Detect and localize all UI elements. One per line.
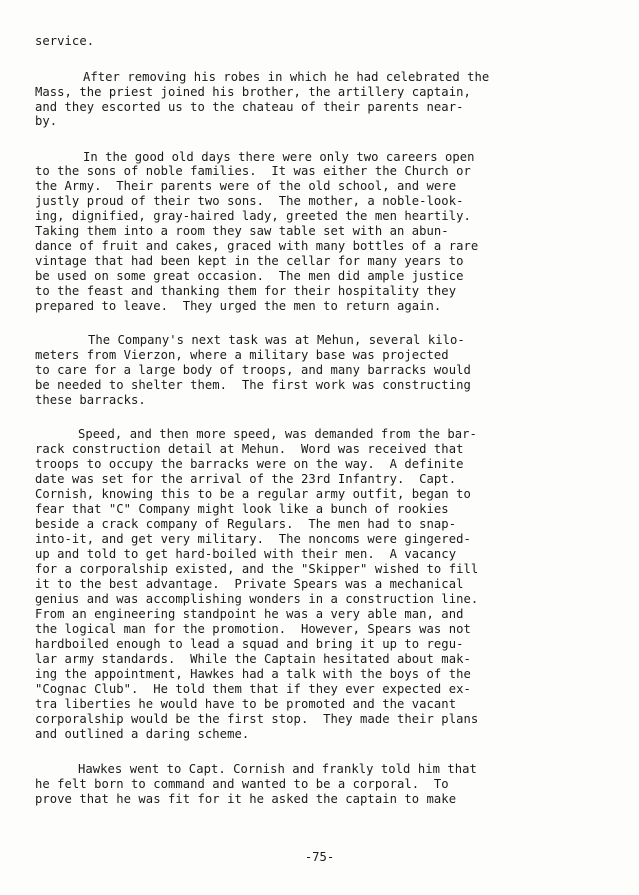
text-line: to the feast and thanking them for their hospitality they <box>35 284 457 298</box>
text-line: fear that "C" Company might look like a bunch of rookies <box>35 502 449 516</box>
text-line: up and told to get hard-boiled with their men. A vacancy <box>35 547 457 561</box>
text-line: Mass, the priest joined his brother, the artillery captain, <box>35 85 471 99</box>
text-line: Speed, and then more speed, was demanded from the bar- <box>78 427 477 441</box>
text-line: these barracks. <box>35 393 146 407</box>
text-line: tra liberties he would have to be promoted and the vacant <box>35 697 457 711</box>
text-line: hardboiled enough to lead a squad and bring it up to regu- <box>35 637 464 651</box>
text-line: dance of fruit and cakes, graced with many bottles of a rare <box>35 239 479 253</box>
text-line: prove that he was fit for it he asked the captain to make <box>35 792 457 806</box>
text-line: In the good old days there were only two careers open <box>83 150 475 164</box>
text-line: for a corporalship existed, and the "Skipper" wished to fill <box>35 562 479 576</box>
text-line: be used on some great occasion. The men did ample justice <box>35 269 464 283</box>
text-line: beside a crack company of Regulars. The men had to snap- <box>35 517 457 531</box>
text-line: it to the best advantage. Private Spears was a mechanical <box>35 577 464 591</box>
text-line: into-it, and get very military. The noncoms were gingered- <box>35 532 471 546</box>
text-line: troops to occupy the barracks were on the way. A definite <box>35 457 464 471</box>
text-line: the logical man for the promotion. However, Spears was not <box>35 622 471 636</box>
text-line: Taking them into a room they saw table set with an abun- <box>35 224 449 238</box>
text-line: the Army. Their parents were of the old school, and were <box>35 179 457 193</box>
text-line: ing the appointment, Hawkes had a talk with the boys of the <box>35 667 471 681</box>
text-line: prepared to leave. They urged the men to return again. <box>35 299 442 313</box>
text-line: Hawkes went to Capt. Cornish and frankly told him that <box>78 762 477 776</box>
text-line: he felt born to command and wanted to be a corporal. To <box>35 777 449 791</box>
text-line: corporalship would be the first stop. They made their plans <box>35 712 479 726</box>
text-line: lar army standards. While the Captain hesitated about mak- <box>35 652 471 666</box>
text-line: and they escorted us to the chateau of their parents near- <box>35 100 464 114</box>
text-line: to the sons of noble families. It was either the Church or <box>35 164 471 178</box>
text-line: genius and was accomplishing wonders in a construction line. <box>35 592 479 606</box>
text-line: meters from Vierzon, where a military base was projected <box>35 348 449 362</box>
text-line: service. <box>35 34 95 48</box>
text-line: From an engineering standpoint he was a very able man, and <box>35 607 464 621</box>
text-line: date was set for the arrival of the 23rd Infantry. Capt. <box>35 472 457 486</box>
text-line: After removing his robes in which he had celebrated the <box>83 70 490 84</box>
text-line: "Cognac Club". He told them that if they ever expected ex- <box>35 682 471 696</box>
text-line: Cornish, knowing this to be a regular army outfit, began to <box>35 487 471 501</box>
page-number: -75- <box>304 850 335 864</box>
text-line: rack construction detail at Mehun. Word was received that <box>35 442 464 456</box>
text-line: vintage that had been kept in the cellar for many years to <box>35 254 464 268</box>
text-line: and outlined a daring scheme. <box>35 727 250 741</box>
text-line: justly proud of their two sons. The mother, a noble-look- <box>35 194 464 208</box>
text-line: by. <box>35 114 58 128</box>
text-line: to care for a large body of troops, and many barracks would <box>35 363 471 377</box>
text-line: ing, dignified, gray-haired lady, greeted the men heartily. <box>35 209 471 223</box>
text-line: be needed to shelter them. The first work was constructing <box>35 378 471 392</box>
text-line: The Company's next task was at Mehun, several kilo- <box>88 333 465 347</box>
